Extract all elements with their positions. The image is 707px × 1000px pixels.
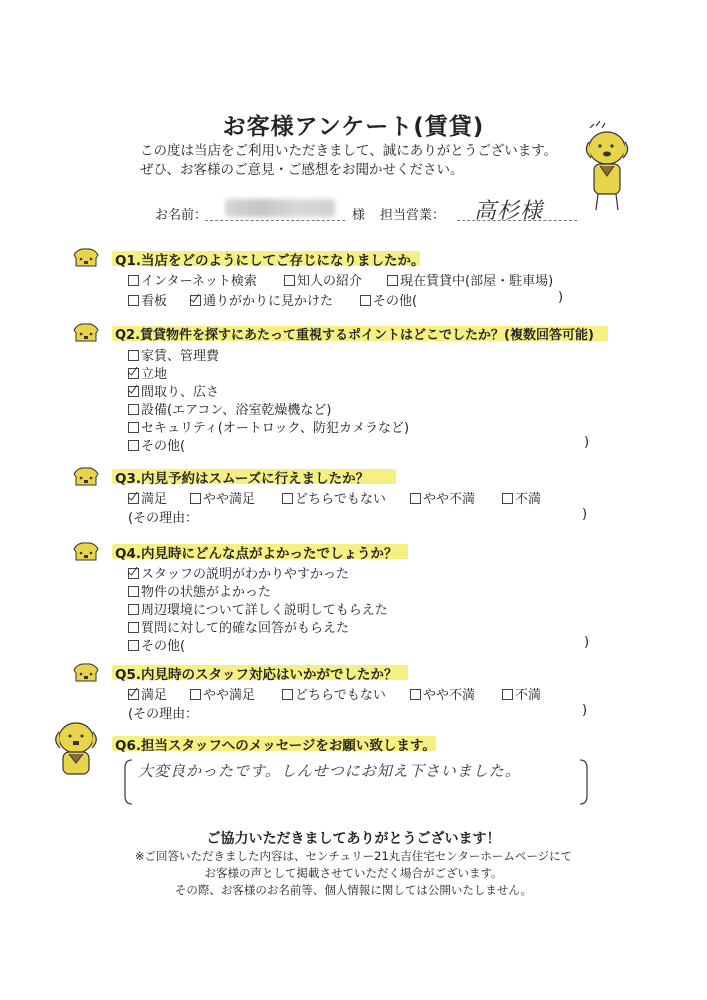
q3-option[interactable]: 不満 bbox=[502, 488, 541, 507]
page-title: お客様アンケート(賃貸) bbox=[222, 114, 485, 140]
q2-option-checked[interactable]: 間取り、広さ bbox=[128, 381, 219, 400]
q4-option[interactable]: 質問に対して的確な回答がもらえた bbox=[128, 617, 349, 636]
q2-option[interactable]: 家賃、管理費 bbox=[128, 345, 219, 364]
dog-face-icon bbox=[72, 541, 100, 563]
paren-close: ) bbox=[558, 290, 564, 305]
intro-line: ぜひ、お客様のご意見・ご感想をお聞かせください。 bbox=[140, 162, 464, 178]
dog-face-icon bbox=[72, 466, 100, 488]
footer-line: ※ご回答いただきました内容は、センチュリー21丸吉住宅センターホームページにて bbox=[134, 849, 573, 863]
footer-thanks: ご協力いただきましてありがとうございます！ bbox=[206, 831, 501, 847]
q3-option-checked[interactable]: 満足 bbox=[128, 488, 167, 507]
intro-line: この度は当店をご利用いただきまして、誠にありがとうございます。 bbox=[140, 143, 558, 159]
q4-option[interactable]: その他( bbox=[128, 635, 185, 654]
q2-option[interactable]: その他( bbox=[128, 435, 185, 454]
q5-option[interactable]: 不満 bbox=[502, 684, 541, 703]
name-redacted bbox=[225, 199, 335, 217]
q2-option[interactable]: 設備(エアコン、浴室乾燥機など) bbox=[128, 399, 331, 418]
q5-option[interactable]: どちらでもない bbox=[282, 684, 386, 703]
q2-option-checked[interactable]: 立地 bbox=[128, 363, 167, 382]
name-suffix: 様 bbox=[352, 208, 366, 223]
q1-title: Q1.当店をどのようにしてご存じになりましたか。 bbox=[115, 253, 425, 269]
paren-close: ) bbox=[582, 703, 588, 718]
q5-option-checked[interactable]: 満足 bbox=[128, 684, 167, 703]
name-underline bbox=[205, 220, 345, 221]
paren-close: ) bbox=[582, 507, 588, 522]
q1-option[interactable]: 知人の紹介 bbox=[284, 270, 362, 289]
paren-close: ) bbox=[584, 635, 590, 650]
q5-option[interactable]: やや不満 bbox=[410, 684, 475, 703]
q3-option[interactable]: やや不満 bbox=[410, 488, 475, 507]
q3-option[interactable]: どちらでもない bbox=[282, 488, 386, 507]
dog-face-icon bbox=[72, 322, 100, 344]
footer-note bbox=[0, 848, 707, 899]
q4-title: Q4.内見時にどんな点がよかったでしょうか？ bbox=[115, 546, 398, 562]
dog-face-icon bbox=[72, 662, 100, 684]
dog-face-icon bbox=[72, 247, 100, 269]
staff-name: 高杉様 bbox=[474, 199, 544, 224]
q1-option[interactable]: 看板 bbox=[128, 290, 167, 309]
dog-mascot-icon bbox=[50, 718, 102, 778]
q3-option[interactable]: やや満足 bbox=[190, 488, 255, 507]
q3-reason[interactable]: (その理由： bbox=[128, 511, 199, 526]
q4-option[interactable]: 周辺環境について詳しく説明してもらえた bbox=[128, 599, 388, 618]
q4-option[interactable]: 物件の状態がよかった bbox=[128, 581, 271, 600]
q2-title: Q2.賃貸物件を探すにあたって重視するポイントはどこでしたか？(複数回答可能) bbox=[115, 328, 594, 343]
footer-line: お客様の声として掲載させていただく場合がございます。 bbox=[204, 866, 503, 880]
name-label: お名前： bbox=[155, 208, 208, 223]
q4-option-checked[interactable]: スタッフの説明がわかりやすかった bbox=[128, 563, 349, 582]
dog-mascot-icon bbox=[580, 120, 638, 215]
q1-option[interactable]: その他( bbox=[360, 290, 417, 309]
q5-option[interactable]: やや満足 bbox=[190, 684, 255, 703]
q3-title: Q3.内見予約はスムーズに行えましたか？ bbox=[115, 471, 370, 487]
paren-close: ) bbox=[584, 435, 590, 450]
q6-title: Q6.担当スタッフへのメッセージをお願い致します。 bbox=[115, 738, 436, 754]
q1-option-checked[interactable]: 通りがかりに見かけた bbox=[190, 290, 333, 309]
q1-option[interactable]: 現在賃貸中(部屋・駐車場) bbox=[387, 270, 553, 289]
footer-line: その際、お客様のお名前等、個人情報に関しては公開いたしません。 bbox=[174, 883, 533, 897]
q5-title: Q5.内見時のスタッフ対応はいかがでしたか？ bbox=[115, 667, 398, 683]
q6-answer[interactable]: 大変良かったです。しんせつにお知え下さいました。 bbox=[138, 762, 521, 780]
intro-text bbox=[140, 142, 557, 180]
staff-label: 担当営業： bbox=[380, 208, 446, 223]
q1-option[interactable]: インターネット検索 bbox=[128, 270, 257, 289]
q5-reason[interactable]: (その理由： bbox=[128, 707, 199, 722]
q2-option[interactable]: セキュリティ(オートロック、防犯カメラなど) bbox=[128, 417, 409, 436]
